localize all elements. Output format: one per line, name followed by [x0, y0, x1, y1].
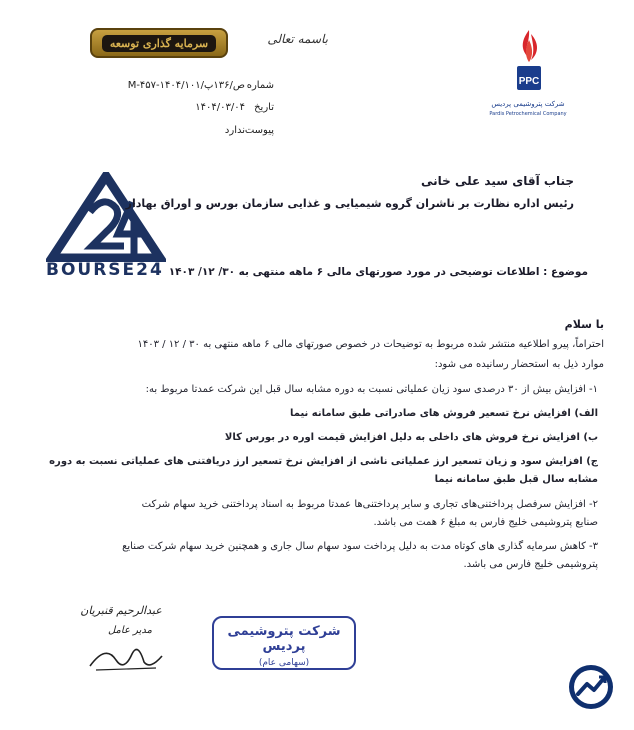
company-name-fa: شرکت پتروشیمی پردیس	[491, 100, 565, 108]
body-line: ب) افزایش نرخ فروش های داخلی به دلیل افزایش قیمت اوره در بورس کالا	[224, 432, 598, 443]
addressee-title: رئیس اداره نظارت بر ناشران گروه شیمیایی و غذایی سازمان بورس و اوراق بهادار	[125, 197, 574, 210]
greeting: با سلام	[564, 318, 604, 331]
body-line: مشابه سال قبل طبق سامانه نیما	[434, 474, 598, 485]
bourse24-watermark-text: BOURSE24	[46, 260, 164, 280]
chart-badge-icon	[566, 662, 616, 712]
brand-plate-logo	[90, 28, 228, 58]
date-value: ۱۴۰۴/۰۳/۰۴	[195, 102, 245, 113]
basmeh-heading: باسمه تعالی	[267, 32, 328, 46]
stamp-company-type: (سهامی عام)	[258, 658, 310, 668]
body-line: ۳- کاهش سرمایه گذاری های کوتاه مدت به دلیل پرداخت سود سهام سال جاری و همچنین خرید سهام شرکت صنایع	[122, 541, 598, 552]
bourse24-watermark-icon	[46, 172, 166, 262]
stamp-company-name: شرکت پتروشیمی پردیس	[227, 624, 341, 654]
body-line: ۱- افزایش بیش از ۳۰ درصدی سود زیان عملیاتی نسبت به دوره مشابه سال قبل این شرکت عمدتا مربوط به:	[145, 384, 598, 395]
body-line: صنایع پتروشیمی خلیج فارس به مبلغ ۶ همت می باشد.	[373, 517, 598, 528]
signatory-name: عبدالرحیم قنبریان	[80, 604, 162, 617]
signatory-title: مدیر عامل	[107, 625, 153, 636]
date-label: تاریخ	[254, 102, 274, 113]
body-line: پتروشیمی خلیج فارس می باشد.	[463, 559, 598, 570]
ppc-abbr: PPC	[518, 76, 540, 87]
number-value: M-۴۵۷-۱۴۰۴/۱۰۱/ص/۱۳۶پ	[127, 80, 245, 91]
addressee-name: جناب آقای سید علی خانی	[421, 174, 574, 188]
attachment-label: پیوست	[244, 125, 274, 136]
body-line: ۲- افزایش سرفصل پرداختنی‌های تجاری و سایر پرداختنی‌ها عمدتا مربوط به اسناد پرداختنی خرید سهام شرکت	[141, 499, 598, 510]
company-stamp	[212, 616, 356, 670]
attachment-value: ندارد	[224, 125, 245, 136]
body-line: ج) افزایش سود و زیان تسعیر ارز عملیاتی ناشی از افزایش نرخ تسعیر ارز دریافتنی های عملیاتی نسبت به دوره	[49, 456, 598, 467]
brand-plate-text: سرمایه گذاری توسعه	[102, 35, 216, 52]
company-name-en: Pardis Petrochemical Company	[489, 111, 567, 117]
number-label: شماره	[246, 80, 274, 91]
body-line: الف) افزایش نرخ تسعیر فروش های صادراتی طبق سامانه نیما	[290, 408, 598, 419]
body-line: موارد ذیل به استحضار رسانیده می شود:	[434, 359, 604, 370]
letter-subject: موضوع : اطلاعات توضیحی در مورد صورتهای مالی ۶ ماهه منتهی به ۳۰/ ۱۲/ ۱۴۰۳	[168, 266, 588, 278]
body-line: احتراماً، پیرو اطلاعیه منتشر شده مربوط به توضیحات در خصوص صورتهای مالی ۶ ماهه منتهی به ۳۰ / ۱۲ / ۱۴۰۳	[137, 339, 604, 350]
signature-scribble-icon	[86, 636, 166, 676]
